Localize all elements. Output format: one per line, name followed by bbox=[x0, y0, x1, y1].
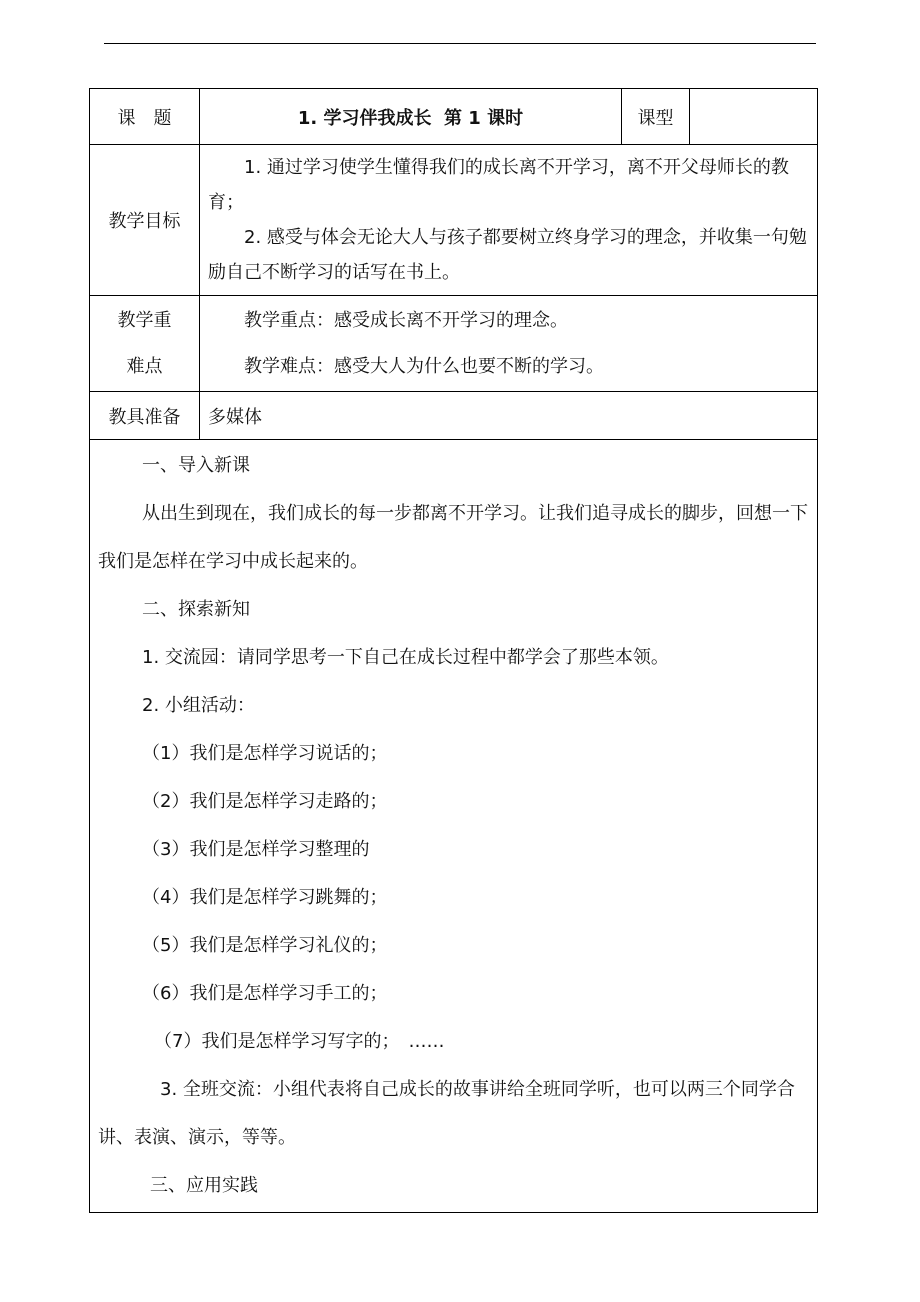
lesson-type-label: 课型 bbox=[622, 89, 690, 145]
materials-row bbox=[90, 392, 818, 440]
section1-text: 从出生到现在，我们成长的每一步都离不开学习。让我们追寻成长的脚步，回想一下我们是怎样在学习中成长起来的。 bbox=[98, 503, 808, 572]
materials-label: 教具准备 bbox=[90, 392, 200, 440]
key-points-content bbox=[200, 296, 818, 392]
explore-item-3: 3. 全班交流：小组代表将自己成长的故事讲给全班同学听，也可以两三个同学合讲、表演、演示，等等。 bbox=[98, 1079, 795, 1148]
activity-item-4: （4）我们是怎样学习跳舞的； bbox=[142, 887, 388, 908]
objective-item-1: 1. 通过学习使学生懂得我们的成长离不开学习，离不开父母师长的教育； bbox=[208, 157, 789, 213]
process-content bbox=[90, 440, 818, 1213]
activity-item-6: （6）我们是怎样学习手工的； bbox=[142, 983, 388, 1004]
activity-item-7: （7）我们是怎样学习写字的； …… bbox=[154, 1031, 445, 1052]
lesson-plan-table bbox=[89, 88, 818, 1213]
objectives-content bbox=[200, 145, 818, 296]
difficulty-point: 教学难点：感受大人为什么也要不断的学习。 bbox=[244, 355, 604, 377]
section1-title: 一、导入新课 bbox=[142, 455, 250, 476]
key-point: 教学重点：感受成长离不开学习的理念。 bbox=[244, 309, 568, 331]
process-row bbox=[90, 440, 818, 1213]
activity-item-3: （3）我们是怎样学习整理的 bbox=[142, 839, 370, 860]
explore-item-1: 1. 交流园：请同学思考一下自己在成长过程中都学会了那些本领。 bbox=[142, 647, 669, 668]
header-rule bbox=[104, 43, 816, 44]
key-points-label-line2: 难点 bbox=[126, 355, 163, 377]
explore-item-2: 2. 小组活动： bbox=[142, 695, 255, 716]
course-title: 1. 学习伴我成长 第 1 课时 bbox=[200, 89, 622, 145]
activity-item-1: （1）我们是怎样学习说话的； bbox=[142, 743, 388, 764]
activity-item-2: （2）我们是怎样学习走路的； bbox=[142, 791, 388, 812]
objective-item-2: 2. 感受与体会无论大人与孩子都要树立终身学习的理念，并收集一句勉励自己不断学习的话写在书上。 bbox=[208, 227, 807, 283]
title-row bbox=[90, 89, 818, 145]
section3-title: 三、应用实践 bbox=[150, 1175, 258, 1196]
materials-value: 多媒体 bbox=[200, 392, 818, 440]
key-points-row bbox=[90, 296, 818, 392]
activity-item-5: （5）我们是怎样学习礼仪的； bbox=[142, 935, 388, 956]
course-title-label: 课 题 bbox=[90, 89, 200, 145]
objectives-label: 教学目标 bbox=[90, 145, 200, 296]
key-points-label-line1: 教学重 bbox=[117, 309, 172, 331]
lesson-type-value bbox=[690, 89, 818, 145]
section2-title: 二、探索新知 bbox=[142, 599, 250, 620]
key-points-label bbox=[90, 296, 200, 392]
objectives-row bbox=[90, 145, 818, 296]
